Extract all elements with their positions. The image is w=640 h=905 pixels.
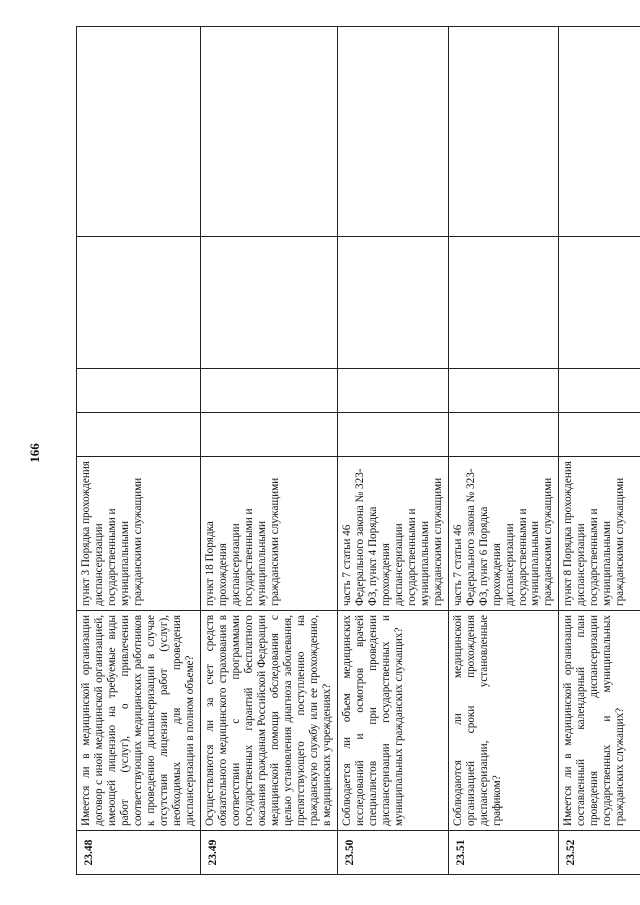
answer-cell-na (337, 237, 448, 369)
row-reference: часть 7 статьи 46 Федерального закона № 323-ФЗ, пункт 4 Порядка прохождения диспансеризации государственными и муниципальными гражданскими служащими (337, 457, 448, 611)
table-row (448, 27, 559, 875)
answer-cell-na (77, 237, 201, 369)
answer-cell-no (337, 369, 448, 413)
answer-cell-na (200, 237, 337, 369)
row-number: 23.51 (448, 831, 559, 875)
row-reference: пункт 3 Порядка прохождения диспансеризации государственными и муниципальными гражданскими служащими (77, 457, 201, 611)
answer-cell-no (77, 369, 201, 413)
answer-cell-yes (559, 413, 640, 457)
answer-cell-yes (448, 413, 559, 457)
row-question: Имеется ли в медицинской организации договор с иной медицинской организацией, имеющей лицензию на требуемые виды работ (услуг), о привлечении соответствующих медицинских работников к проведению диспансеризации в случае отсутствия лицензии работ (услуг), необходимых для проведения диспансеризации в полном объеме? (77, 611, 201, 831)
answer-cell-yes (77, 413, 201, 457)
notes-cell (448, 27, 559, 237)
row-reference: часть 7 статьи 46 Федерального закона № 323-ФЗ, пункт 6 Порядка прохождения диспансеризации государственными и муниципальными гражданскими служащими (448, 457, 559, 611)
answer-cell-na (559, 237, 640, 369)
answer-cell-no (559, 369, 640, 413)
table-row (337, 27, 448, 875)
row-reference: пункт 18 Порядка прохождения диспансеризации государственными и муниципальными гражданскими служащими (200, 457, 337, 611)
row-number: 23.52 (559, 831, 640, 875)
page-number-text: 166 (27, 443, 42, 463)
page-number (22, 440, 48, 466)
answer-cell-yes (200, 413, 337, 457)
answer-cell-no (200, 369, 337, 413)
row-question: Соблюдается ли объем медицинских исследований и осмотров врачей специалистов при проведении диспансеризации государственных и муниципальных гражданских служащих? (337, 611, 448, 831)
row-reference: пункт 8 Порядка прохождения диспансеризации государственными и муниципальными гражданскими служащими (559, 457, 640, 611)
notes-cell (200, 27, 337, 237)
row-number: 23.49 (200, 831, 337, 875)
answer-cell-yes (337, 413, 448, 457)
checklist-table (76, 26, 640, 875)
notes-cell (559, 27, 640, 237)
row-number: 23.48 (77, 831, 201, 875)
answer-cell-na (448, 237, 559, 369)
row-question: Соблюдаются ли медицинской организацией сроки прохождения диспансеризации, установленные графиком? (448, 611, 559, 831)
answer-cell-no (448, 369, 559, 413)
checklist-table-rotated (76, 27, 627, 875)
notes-cell (77, 27, 201, 237)
row-number: 23.50 (337, 831, 448, 875)
row-question: Имеется ли в медицинской организации составленный календарный план проведения диспансеризации государственных и муниципальных гражданских служащих? (559, 611, 640, 831)
table-row (200, 27, 337, 875)
row-question: Осуществляются ли за счет средств обязательного медицинского страхования в соответствии с программами государственных гарантий бесплатного оказания гражданам Российской Федерации медицинской помощи обследования с целью установления диагноза заболевания, препятствующего поступлению на гражданскую службу или ее прохождению, в медицинских учреждениях? (200, 611, 337, 831)
notes-cell (337, 27, 448, 237)
table-row (559, 27, 640, 875)
table-row (77, 27, 201, 875)
